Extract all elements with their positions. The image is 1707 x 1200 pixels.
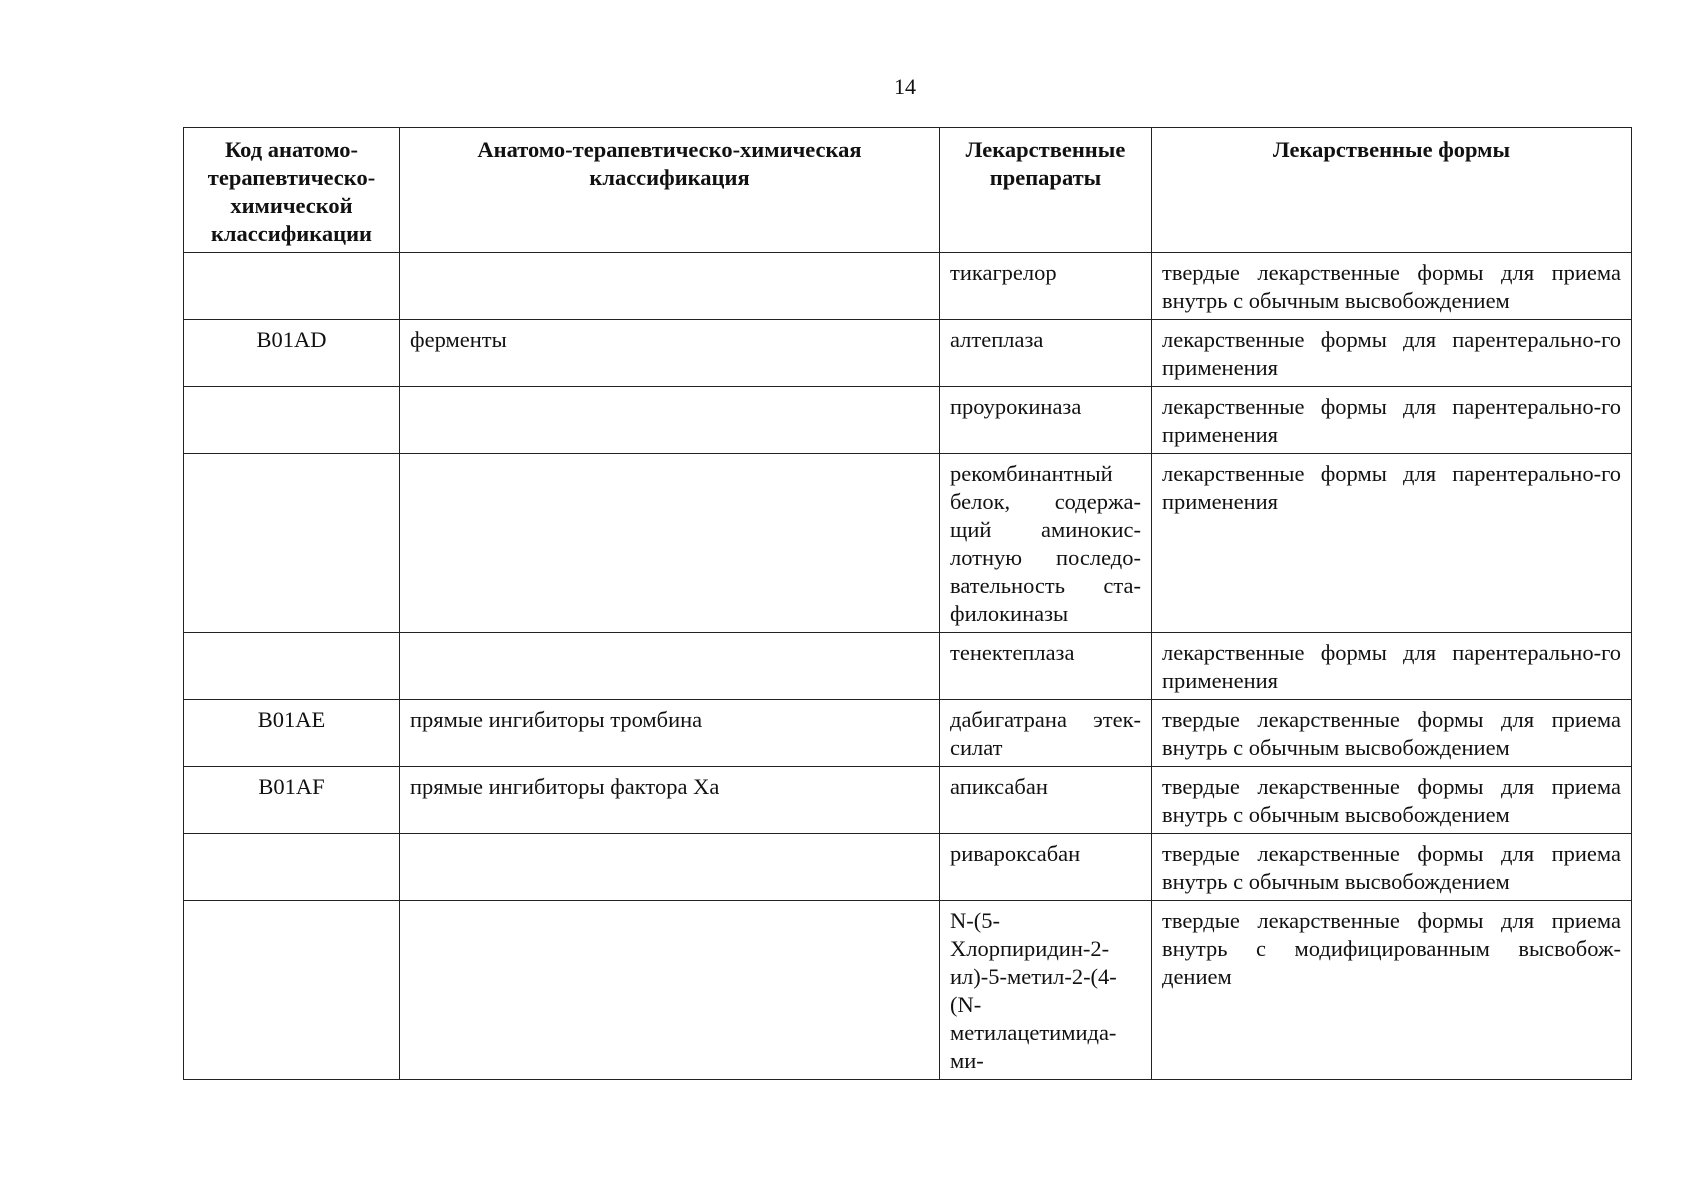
cell-drug: N-(5-Хлорпиридин-2-ил)-5-метил-2-(4-(N-метилацетимида-ми- [940, 901, 1152, 1080]
cell-drug: алтеплаза [940, 320, 1152, 387]
cell-drug: тенектеплаза [940, 633, 1152, 700]
table-row [184, 387, 1632, 454]
cell-drug: проурокиназа [940, 387, 1152, 454]
cell-classification: прямые ингибиторы тромбина [400, 700, 940, 767]
cell-code [184, 253, 400, 320]
cell-classification [400, 387, 940, 454]
cell-classification: прямые ингибиторы фактора Xa [400, 767, 940, 834]
atc-classification-table [183, 127, 1632, 1080]
cell-form: твердые лекарственные формы для приема внутрь с обычным высвобождением [1152, 253, 1632, 320]
page-number: 14 [894, 74, 916, 99]
cell-form: твердые лекарственные формы для приема внутрь с обычным высвобождением [1152, 834, 1632, 901]
cell-code [184, 454, 400, 633]
table-row [184, 454, 1632, 633]
cell-code: B01AD [184, 320, 400, 387]
header-atc-classification: Анатомо-терапевтическо-химическая классификация [400, 128, 940, 253]
cell-form: твердые лекарственные формы для приема внутрь с модифицированным высвобож-дением [1152, 901, 1632, 1080]
cell-drug: тикагрелор [940, 253, 1152, 320]
cell-drug: рекомбинантный белок, содержа-щий аминокис-лотную последо-вательность ста-филокиназы [940, 454, 1152, 633]
cell-classification [400, 633, 940, 700]
cell-classification [400, 454, 940, 633]
table-row [184, 700, 1632, 767]
cell-code [184, 834, 400, 901]
cell-drug: апиксабан [940, 767, 1152, 834]
cell-code [184, 387, 400, 454]
cell-form: лекарственные формы для парентерально-го применения [1152, 633, 1632, 700]
table-row [184, 320, 1632, 387]
cell-drug: дабигатрана этек-силат [940, 700, 1152, 767]
cell-classification: ферменты [400, 320, 940, 387]
cell-drug: ривароксабан [940, 834, 1152, 901]
cell-code: B01AE [184, 700, 400, 767]
cell-form: твердые лекарственные формы для приема внутрь с обычным высвобождением [1152, 700, 1632, 767]
cell-classification [400, 253, 940, 320]
table-row [184, 834, 1632, 901]
cell-form: твердые лекарственные формы для приема внутрь с обычным высвобождением [1152, 767, 1632, 834]
header-drugs: Лекарственные препараты [940, 128, 1152, 253]
table-header-row [184, 128, 1632, 253]
header-atc-code: Код анатомо-терапевтическо-химической классификации [184, 128, 400, 253]
cell-form: лекарственные формы для парентерально-го применения [1152, 387, 1632, 454]
cell-classification [400, 834, 940, 901]
cell-form: лекарственные формы для парентерально-го применения [1152, 454, 1632, 633]
table-row [184, 253, 1632, 320]
cell-form: лекарственные формы для парентерально-го применения [1152, 320, 1632, 387]
table-row [184, 633, 1632, 700]
table-row [184, 767, 1632, 834]
table-row [184, 901, 1632, 1080]
cell-classification [400, 901, 940, 1080]
cell-code: B01AF [184, 767, 400, 834]
cell-code [184, 633, 400, 700]
header-dosage-forms: Лекарственные формы [1152, 128, 1632, 253]
cell-code [184, 901, 400, 1080]
